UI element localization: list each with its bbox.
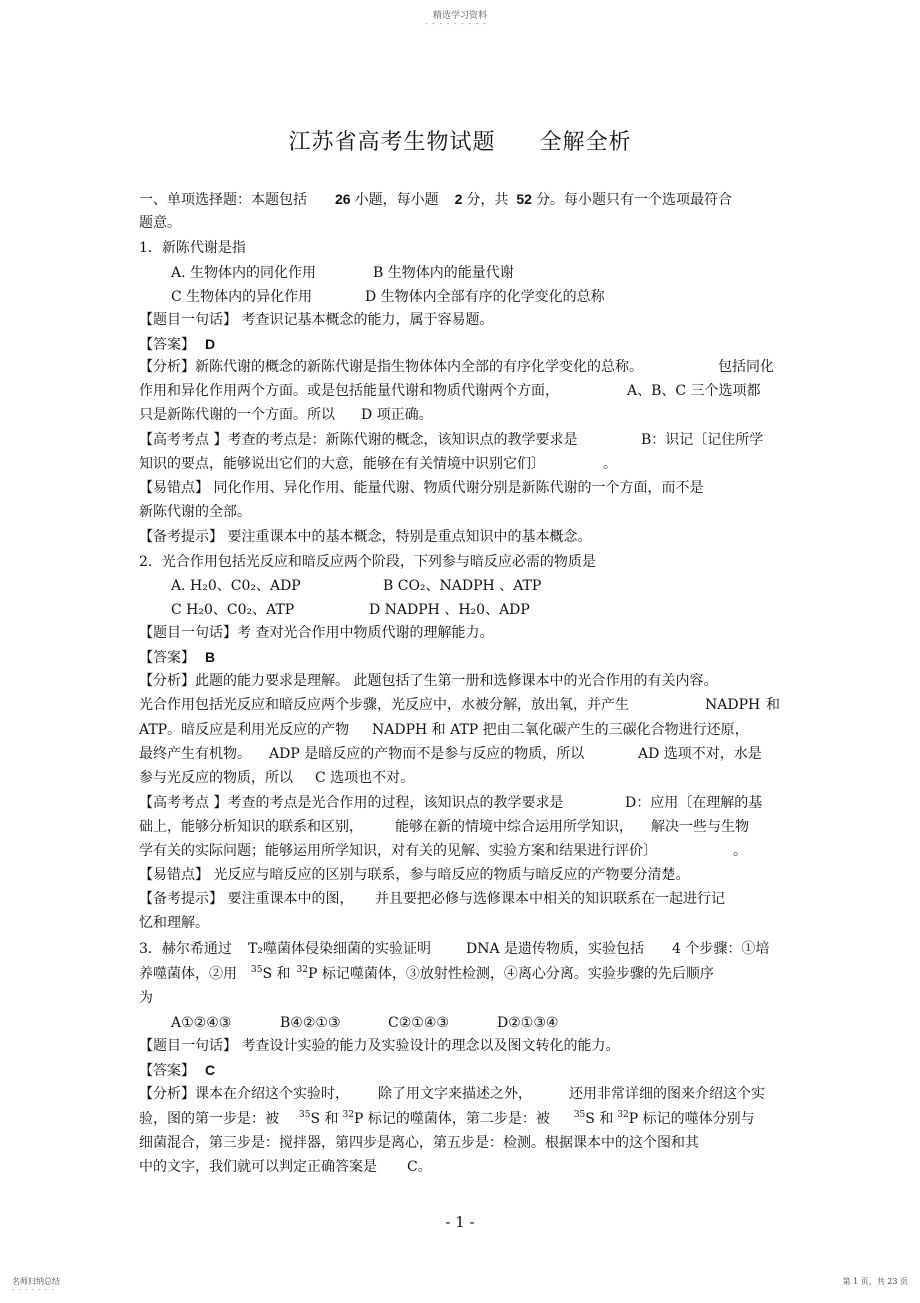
q2-answer: 【答案】 B — [139, 649, 216, 666]
q3-analysis-1c: 还用非常详细的图来介绍这个实 — [569, 1086, 765, 1102]
q2-analysis-4c: AD 选项不对，水是 — [638, 746, 762, 762]
q3-stem-1: 3．赫尔希通过 — [139, 941, 232, 957]
q2-stem: 2．光合作用包括光反应和暗反应两个阶段，下列参与暗反应必需的物质是 — [139, 554, 596, 570]
q2-analysis-4: 最终产生有机物。 — [139, 746, 251, 762]
q2-exam-3b: 。 — [733, 843, 747, 859]
q2-analysis-2b: NADPH — [705, 697, 761, 713]
q2-analysis-5: 参与光反应的物质，所以 C 选项也不对。 — [139, 770, 415, 786]
footer-right: 第 1 页，共 23 页 — [842, 1277, 908, 1286]
q1-error-2: 新陈代谢的全部。 — [139, 504, 251, 520]
q2-analysis-2: 光合作用包括光反应和暗反应两个步骤，光反应中，水被分解，放出氧，并产生 — [139, 697, 629, 713]
q1-answer: 【答案】 D — [139, 336, 216, 353]
q2-option-d: D NADPH 、H₂0、ADP — [369, 602, 530, 618]
q1-analysis-1b: 包括同化 — [718, 359, 774, 375]
q1-analysis-2b: A、B、C 三个选项都 — [627, 383, 761, 399]
q3-option-d: D②①③④ — [497, 1015, 559, 1031]
q2-option-b: B CO₂、NADPH 、ATP — [383, 578, 542, 594]
q1-option-b: B 生物体内的能量代谢 — [373, 265, 514, 281]
q2-analysis-3b: NADPH 和 ATP 把由二氧化碳产生的三碳化合物进行还原， — [372, 722, 749, 738]
q3-option-a: A①②④③ — [171, 1015, 232, 1031]
q1-summary: 【题目一句话】 考查识记基本概念的能力，属于容易题。 — [139, 312, 494, 328]
q2-tip-1b: 并且要把必修与选修课本中相关的知识联系在一起进行记 — [375, 891, 725, 907]
q3-stem-1d: 4 个步骤：①培 — [672, 941, 770, 957]
q3-stem-3: 为 — [139, 990, 153, 1006]
q1-exam-1: 【高考考点 】考查的考点是：新陈代谢的概念，该知识点的教学要求是 — [139, 432, 578, 448]
q2-exam-1b: D：应用〔在理解的基 — [625, 795, 763, 811]
q1-stem: 1．新陈代谢是指 — [139, 240, 246, 256]
q1-option-d: D 生物体内全部有序的化学变化的总称 — [365, 289, 605, 305]
q2-exam-2b: 能够在新的情境中综合运用所学知识， — [395, 819, 633, 835]
q3-option-b: B④②①③ — [280, 1015, 341, 1031]
q1-option-c: C 生物体内的异化作用 — [171, 289, 313, 305]
header-label: 精选学习资料 — [432, 11, 487, 21]
q1-analysis-2: 作用和异化作用两个方面。或是包括能量代谢和物质代谢两个方面， — [139, 383, 559, 399]
q2-exam-1: 【高考考点 】考查的考点是光合作用的过程，该知识点的教学要求是 — [139, 795, 564, 811]
q2-analysis-1: 【分析】此题的能力要求是理解。 此题包括了生第一册和选修课本中的光合作用的有关内容。 — [139, 673, 718, 689]
q3-stem-2: 养噬菌体，②用 $^{35}$S 和 $^{32}$P 标记噬菌体，③放射性检测，④离心分离。实验步骤的先后顺序 — [139, 965, 714, 982]
title-sub: 全解全析 — [539, 130, 632, 155]
q3-stem-1b: T₂噬菌体侵染细菌的实验证明 — [248, 941, 431, 957]
q3-stem-1c: DNA 是遗传物质，实验包括 — [466, 941, 645, 957]
q1-analysis-3: 只是新陈代谢的一个方面。所以 D 项正确。 — [139, 407, 433, 423]
q2-analysis-2c: 和 — [766, 697, 780, 713]
header-dashes: - - - - - - - - - — [425, 19, 487, 28]
q3-answer: 【答案】 C — [139, 1062, 216, 1079]
q1-exam-2b: 。 — [603, 456, 617, 472]
footer-left-dashes: - - - - - - - — [12, 1286, 55, 1294]
q3-analysis-4: 中的文字，我们就可以判定正确答案是 C。 — [139, 1159, 432, 1175]
q2-option-a: A. H₂0、C0₂、ADP — [171, 578, 301, 594]
intro-line-1: 一、单项选择题：本题包括 26 小题，每小题 2 分，共 52 分。每小题只有一个选项最符合 — [139, 191, 732, 208]
q3-option-c: C②①④③ — [388, 1015, 449, 1031]
q1-option-a: A. 生物体内的同化作用 — [171, 265, 317, 281]
q1-analysis-1: 【分析】新陈代谢的概念的新陈代谢是指生物体体内全部的有序化学变化的总称。 — [139, 359, 643, 375]
q3-analysis-1b: 除了用文字来描述之外， — [378, 1086, 532, 1102]
q2-error: 【易错点】 光反应与暗反应的区别与联系，参与暗反应的物质与暗反应的产物要分清楚。 — [139, 867, 690, 883]
q2-exam-2: 础上，能够分析知识的联系和区别， — [139, 819, 363, 835]
q3-analysis-1: 【分析】课本在介绍这个实验时， — [139, 1086, 349, 1102]
q2-exam-2c: 解决一些与生物 — [651, 819, 749, 835]
q2-tip-2: 忆和理解。 — [139, 915, 209, 931]
title-main: 江苏省高考生物试题 — [288, 130, 496, 155]
q1-tip: 【备考提示】 要注重课本中的基本概念，特别是重点知识中的基本概念。 — [139, 529, 592, 545]
q2-analysis-4b: ADP 是暗反应的产物而不是参与反应的物质，所以 — [269, 746, 585, 762]
footer-left: 名师归纳总结 — [12, 1277, 60, 1286]
page-number: - 1 - — [445, 1213, 475, 1231]
q2-summary: 【题目一句话】考 查对光合作用中物质代谢的理解能力。 — [139, 625, 494, 641]
q3-analysis-2: 验，图的第一步是：被 $^{35}$S 和 $^{32}$P 标记的噬菌体，第二步是：被 $^{35}$S 和 $^{32}$P 标记的噬体分别与 — [139, 1110, 755, 1127]
q2-exam-3: 学有关的实际问题；能够运用所学知识，对有关的见解、实验方案和结果进行评价〕 — [139, 843, 657, 859]
intro-line-2: 题意。 — [139, 215, 181, 231]
q1-error-1: 【易错点】 同化作用、异化作用、能量代谢、物质代谢分别是新陈代谢的一个方面，而不是 — [139, 480, 704, 496]
page-title — [0, 125, 920, 156]
q1-exam-1b: B：识记〔记住所学 — [641, 432, 764, 448]
q2-analysis-3: ATP。暗反应是利用光反应的产物 — [139, 722, 350, 738]
q2-tip-1: 【备考提示】 要注重课本中的图， — [139, 891, 354, 907]
q1-exam-2: 知识的要点，能够说出它们的大意，能够在有关情境中识别它们〕 — [139, 456, 545, 472]
q3-summary: 【题目一句话】 考查设计实验的能力及实验设计的理念以及图文转化的能力。 — [139, 1038, 620, 1054]
q2-option-c: C H₂0、C0₂、ATP — [171, 602, 295, 618]
q3-analysis-3: 细菌混合，第三步是：搅拌器，第四步是离心，第五步是：检测。根据课本中的这个图和其 — [139, 1135, 699, 1151]
